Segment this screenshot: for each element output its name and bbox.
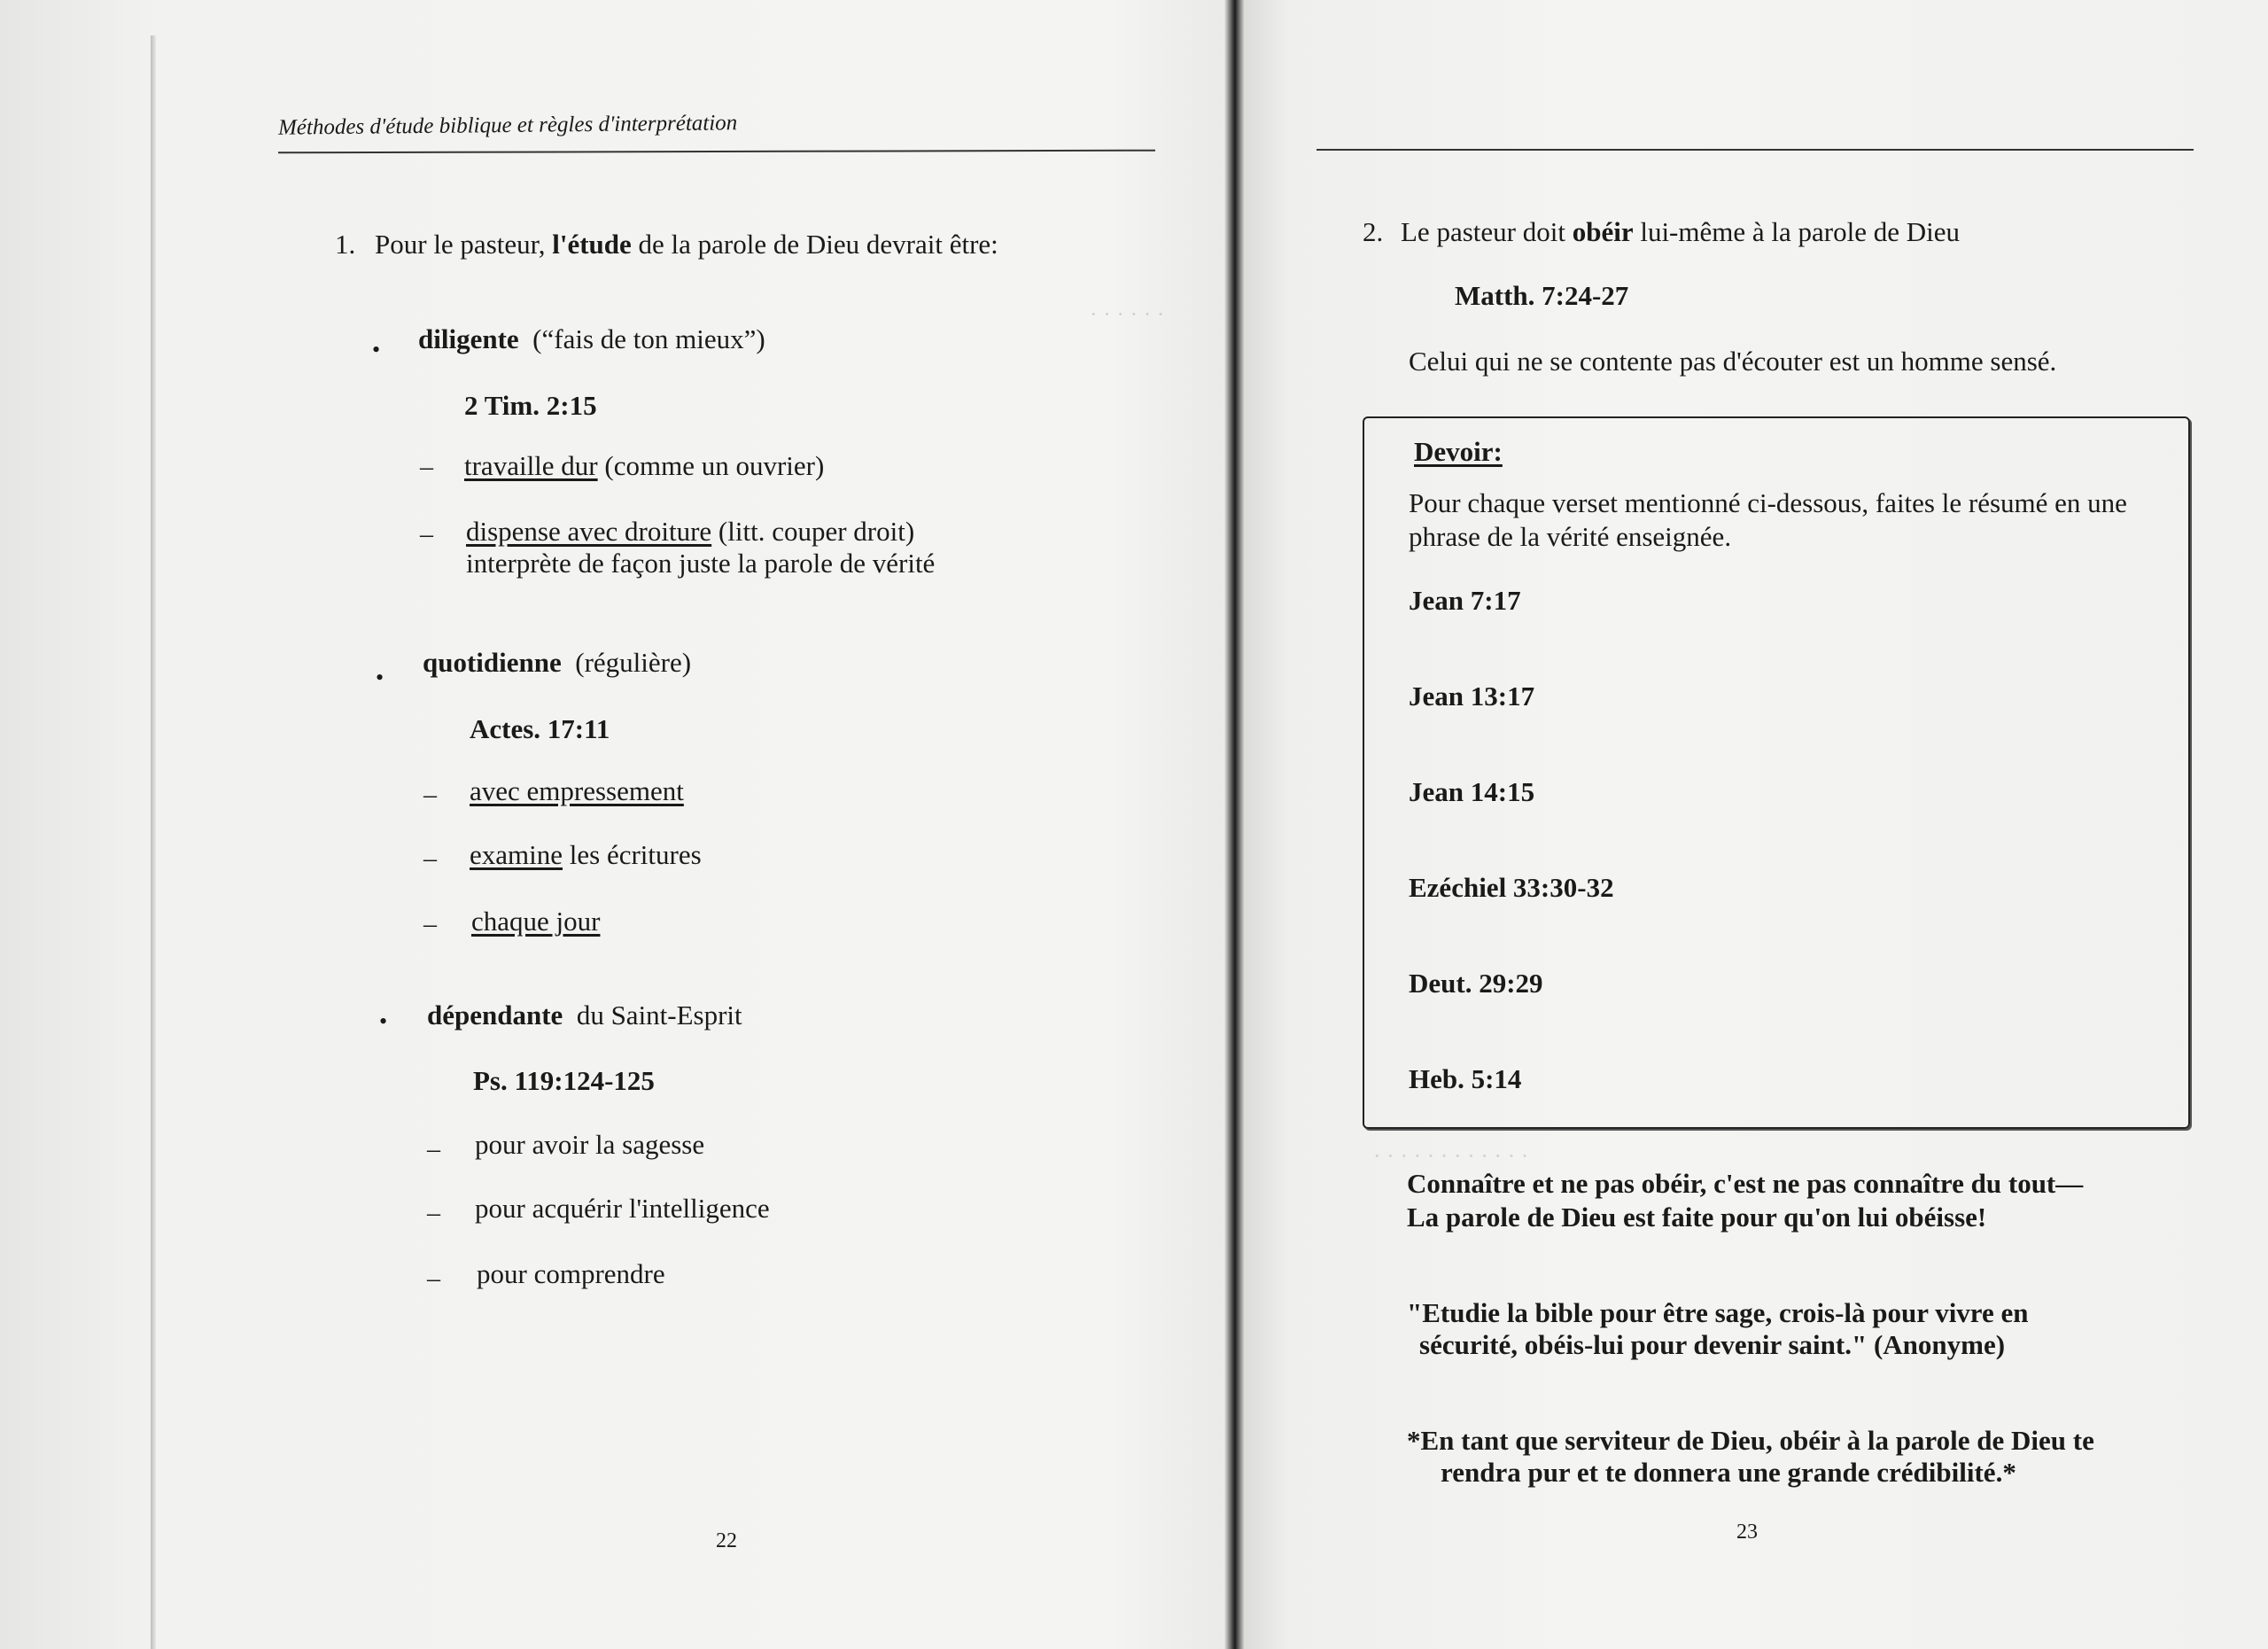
diligente-point-2 xyxy=(466,516,914,548)
quote-line-2: sécurité, obéis-lui pour devenir saint." (Anonyme) xyxy=(1419,1329,2006,1360)
page-number-right: 23 xyxy=(1736,1521,1758,1544)
dependante-note: du Saint-Esprit xyxy=(576,1000,742,1031)
diligente-heading xyxy=(418,323,765,355)
bullet-diligente: • xyxy=(372,337,381,362)
quotidienne-heading xyxy=(423,647,691,679)
dash: – xyxy=(420,519,433,548)
quotidienne-title: quotidienne xyxy=(423,647,562,678)
item-2-sentence: Celui qui ne se contente pas d'écouter est un homme sensé. xyxy=(1409,346,2057,377)
item-1-text-bold: l'étude xyxy=(552,229,632,260)
page-number-left: 22 xyxy=(716,1529,737,1552)
dependante-point-3: pour comprendre xyxy=(477,1258,665,1289)
underlined-text: chaque jour xyxy=(471,906,601,937)
quotidienne-note: (régulière) xyxy=(575,647,692,678)
item-2-text-bold: obéir xyxy=(1572,216,1634,247)
dash: – xyxy=(427,1134,440,1163)
item-1-heading xyxy=(335,229,998,261)
running-head: Méthodes d'étude biblique et règles d'interprétation xyxy=(277,111,738,140)
devoir-instruction-line-2: phrase de la vérité enseignée. xyxy=(1409,521,1732,552)
verse-item: Ezéchiel 33:30-32 xyxy=(1409,872,1614,903)
point-text: (comme un ouvrier) xyxy=(597,450,825,481)
item-2-text-before: Le pasteur doit xyxy=(1401,216,1573,247)
dash: – xyxy=(427,1198,440,1227)
diligente-note: (“fais de ton mieux”) xyxy=(532,323,765,354)
devoir-title: Devoir: xyxy=(1414,436,1503,467)
bullet-quotidienne: • xyxy=(376,665,384,690)
dependante-point-1: pour avoir la sagesse xyxy=(475,1129,705,1160)
dependante-title: dépendante xyxy=(427,1000,563,1031)
underlined-text: travaille dur xyxy=(464,450,598,481)
underlined-text: examine xyxy=(470,839,563,870)
note-line-2: rendra pur et te donnera une grande crédibilité.* xyxy=(1441,1457,2016,1488)
item-2-heading xyxy=(1363,216,1960,248)
page-edge-shadow xyxy=(151,35,156,1649)
item-1-text-after: de la parole de Dieu devrait être: xyxy=(631,229,998,260)
dependante-heading xyxy=(427,1000,742,1031)
quotidienne-point-1 xyxy=(470,775,684,807)
verse-item: Heb. 5:14 xyxy=(1409,1063,1522,1094)
bullet-dependante: • xyxy=(379,1008,388,1034)
quotidienne-point-3 xyxy=(471,906,600,937)
verse-item: Jean 14:15 xyxy=(1409,776,1535,807)
dependante-reference: Ps. 119:124-125 xyxy=(473,1065,655,1096)
item-2-number: 2. xyxy=(1363,216,1384,247)
item-2-text-after: lui-même à la parole de Dieu xyxy=(1633,216,1960,247)
header-rule xyxy=(1317,149,2194,151)
verse-item: Jean 13:17 xyxy=(1409,681,1535,712)
dash: – xyxy=(427,1264,440,1293)
point-text: les écritures xyxy=(563,839,702,870)
quote-line-1: "Etudie la bible pour être sage, crois-là pour vivre en xyxy=(1407,1297,2029,1328)
verse-item: Deut. 29:29 xyxy=(1409,968,1543,999)
underlined-text: avec empressement xyxy=(470,775,684,806)
dash: – xyxy=(423,909,437,938)
dependante-point-2: pour acquérir l'intelligence xyxy=(475,1193,770,1224)
point-text: (litt. couper droit) xyxy=(711,516,915,547)
statement-line-2: La parole de Dieu est faite pour qu'on lui obéisse! xyxy=(1407,1202,1987,1233)
verse-item: Jean 7:17 xyxy=(1409,585,1521,616)
dash: – xyxy=(423,780,437,809)
diligente-reference: 2 Tim. 2:15 xyxy=(464,390,597,421)
diligente-title: diligente xyxy=(418,323,519,354)
quotidienne-reference: Actes. 17:11 xyxy=(470,713,610,744)
dash: – xyxy=(420,452,433,481)
devoir-instruction-line-1: Pour chaque verset mentionné ci-dessous, faites le résumé en une xyxy=(1409,487,2127,518)
dash: – xyxy=(423,844,437,873)
underlined-text: dispense avec droiture xyxy=(466,516,712,547)
diligente-point-2-line-2: interprète de façon juste la parole de vérité xyxy=(466,548,936,579)
diligente-point-1 xyxy=(464,450,824,482)
item-1-text-before: Pour le pasteur, xyxy=(375,229,553,260)
quotidienne-point-2 xyxy=(470,839,702,871)
item-1-number: 1. xyxy=(335,229,356,260)
note-line-1: *En tant que serviteur de Dieu, obéir à la parole de Dieu te xyxy=(1407,1425,2094,1456)
item-2-reference: Matth. 7:24-27 xyxy=(1455,280,1629,311)
book-gutter xyxy=(1224,0,1244,1649)
statement-line-1: Connaître et ne pas obéir, c'est ne pas connaître du tout— xyxy=(1407,1168,2084,1199)
